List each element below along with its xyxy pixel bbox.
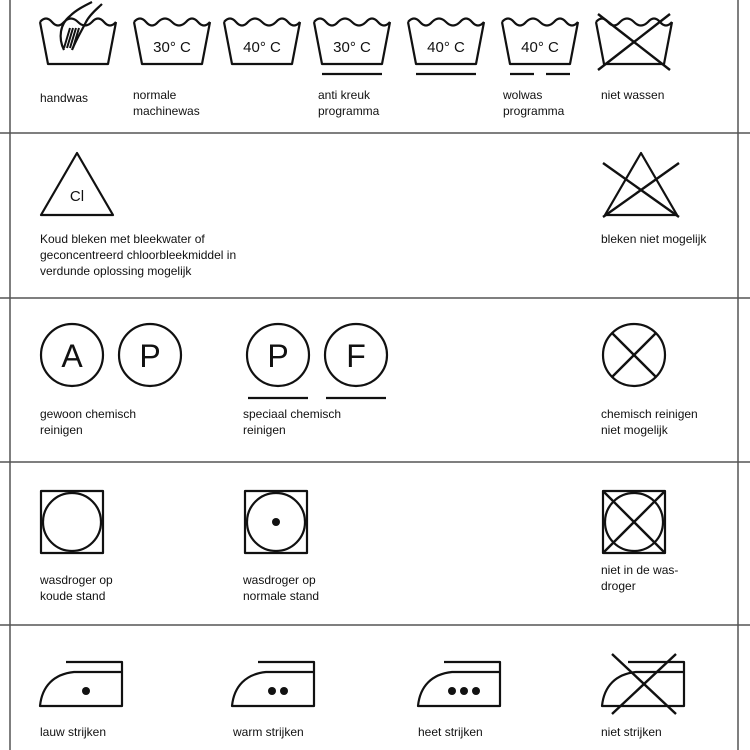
symbol-label-line: reinigen: [40, 423, 83, 437]
circle-letter-icon: [119, 324, 181, 386]
symbol-label-line: normale: [133, 88, 177, 102]
symbol-label: [243, 407, 341, 437]
iron-icon: [40, 662, 122, 706]
symbol-label: [242, 573, 319, 603]
symbol-label: [40, 407, 136, 437]
symbol-label: [601, 88, 664, 102]
wash-tub-icon: [224, 19, 300, 65]
temperature-dot: [280, 687, 288, 695]
temperature-dot: [460, 687, 468, 695]
section-drogen: [39, 491, 678, 603]
section-wassen: [40, 2, 672, 118]
symbol-label-line: wasdroger op: [40, 573, 113, 587]
symbol-label-line: machinewas: [133, 104, 200, 118]
iron-outline: [40, 662, 122, 706]
tumble-dryer-icon: [41, 491, 103, 553]
symbol-label-line: normale stand: [243, 589, 320, 603]
tumble-dryer-icon: [245, 491, 307, 553]
symbol-label-line: reinigen: [243, 423, 286, 437]
section-strijken: [40, 654, 684, 739]
symbol-label: [40, 725, 106, 739]
symbol-label-line: niet mogelijk: [601, 423, 668, 437]
section-bleken: [40, 153, 707, 278]
hand-shape: [61, 2, 102, 50]
crossed-tub-icon: [596, 14, 672, 70]
dryer-circle: [43, 493, 101, 551]
symbol-label: [601, 725, 662, 739]
symbol-label-line: gewoon chemisch: [40, 407, 137, 421]
temperature-dot: [448, 687, 456, 695]
symbol-label: [601, 407, 698, 437]
symbol-label: [502, 88, 565, 118]
temperature-label: 40° C: [521, 39, 559, 56]
symbol-label-line: Koud bleken met bleekwater of: [40, 232, 205, 246]
symbol-label: [133, 88, 200, 118]
symbol-label-line: heet strijken: [418, 725, 483, 739]
temperature-dot: [82, 687, 90, 695]
symbol-label: [418, 725, 483, 739]
crossed-triangle-icon: [603, 153, 679, 217]
handwash-tub-icon: [40, 2, 116, 64]
wash-tub-icon: [502, 19, 578, 75]
symbol-label-line: handwas: [40, 91, 89, 105]
dryclean-letter: A: [61, 338, 83, 374]
temperature-label: 30° C: [153, 39, 191, 56]
symbol-label-line: verdunde oplossing mogelijk: [40, 264, 192, 278]
symbol-label: [232, 725, 304, 739]
wash-tub-icon: [408, 19, 484, 75]
symbol-label-line: niet wassen: [601, 88, 665, 102]
temperature-label: 40° C: [243, 39, 281, 56]
wash-tub-icon: [134, 19, 210, 65]
symbol-label-line: koude stand: [40, 589, 106, 603]
temperature-dot: [272, 518, 280, 526]
dryclean-letter: P: [267, 338, 289, 374]
symbol-label-line: lauw strijken: [40, 725, 107, 739]
temperature-label: 40° C: [427, 39, 465, 56]
circle-letter-icon: [325, 324, 387, 398]
iron-icon: [418, 662, 500, 706]
symbol-label-line: droger: [601, 579, 636, 593]
temperature-dot: [268, 687, 276, 695]
triangle-cl-icon: [41, 153, 113, 215]
crossed-iron-icon: [602, 654, 684, 714]
iron-outline: [418, 662, 500, 706]
symbol-label-line: wasdroger op: [243, 573, 316, 587]
temperature-dot: [472, 687, 480, 695]
symbol-label-line: warm strijken: [233, 725, 304, 739]
circle-letter-icon: [247, 324, 309, 398]
symbol-label: [601, 232, 707, 246]
chlorine-symbol: Cl: [69, 188, 85, 205]
section-chemisch: [40, 324, 698, 437]
wash-tub-icon: [314, 19, 390, 75]
iron-icon: [232, 662, 314, 706]
symbol-label: [39, 573, 113, 603]
symbol-label-line: speciaal chemisch: [243, 407, 342, 421]
symbol-label-line: chemisch reinigen: [601, 407, 698, 421]
symbol-label: [40, 232, 236, 278]
triangle-outline: [41, 153, 113, 215]
dryer-square: [41, 491, 103, 553]
tub-outline: [40, 19, 116, 65]
symbol-label-line: bleken niet mogelijk: [601, 232, 707, 246]
crossed-dryer-icon: [603, 491, 665, 553]
symbol-label: [601, 563, 678, 593]
symbol-label: [40, 91, 88, 105]
symbol-label-line: wolwas: [503, 88, 543, 102]
iron-outline: [232, 662, 314, 706]
symbol-label-line: anti kreuk: [318, 88, 371, 102]
circle-letter-icon: [41, 324, 103, 386]
crossed-circle-icon: [603, 324, 665, 386]
symbol-label-line: programma: [318, 104, 380, 118]
dryclean-letter: P: [139, 338, 161, 374]
symbol-label-line: niet in de was-: [601, 563, 679, 577]
symbol-label-line: niet strijken: [601, 725, 662, 739]
symbol-label-line: programma: [503, 104, 565, 118]
temperature-label: 30° C: [333, 39, 371, 56]
dryclean-letter: F: [346, 338, 366, 374]
symbol-label-line: geconcentreerd chloorbleekmiddel in: [40, 248, 237, 262]
symbol-label: [318, 88, 380, 118]
triangle-outline: [605, 153, 677, 215]
